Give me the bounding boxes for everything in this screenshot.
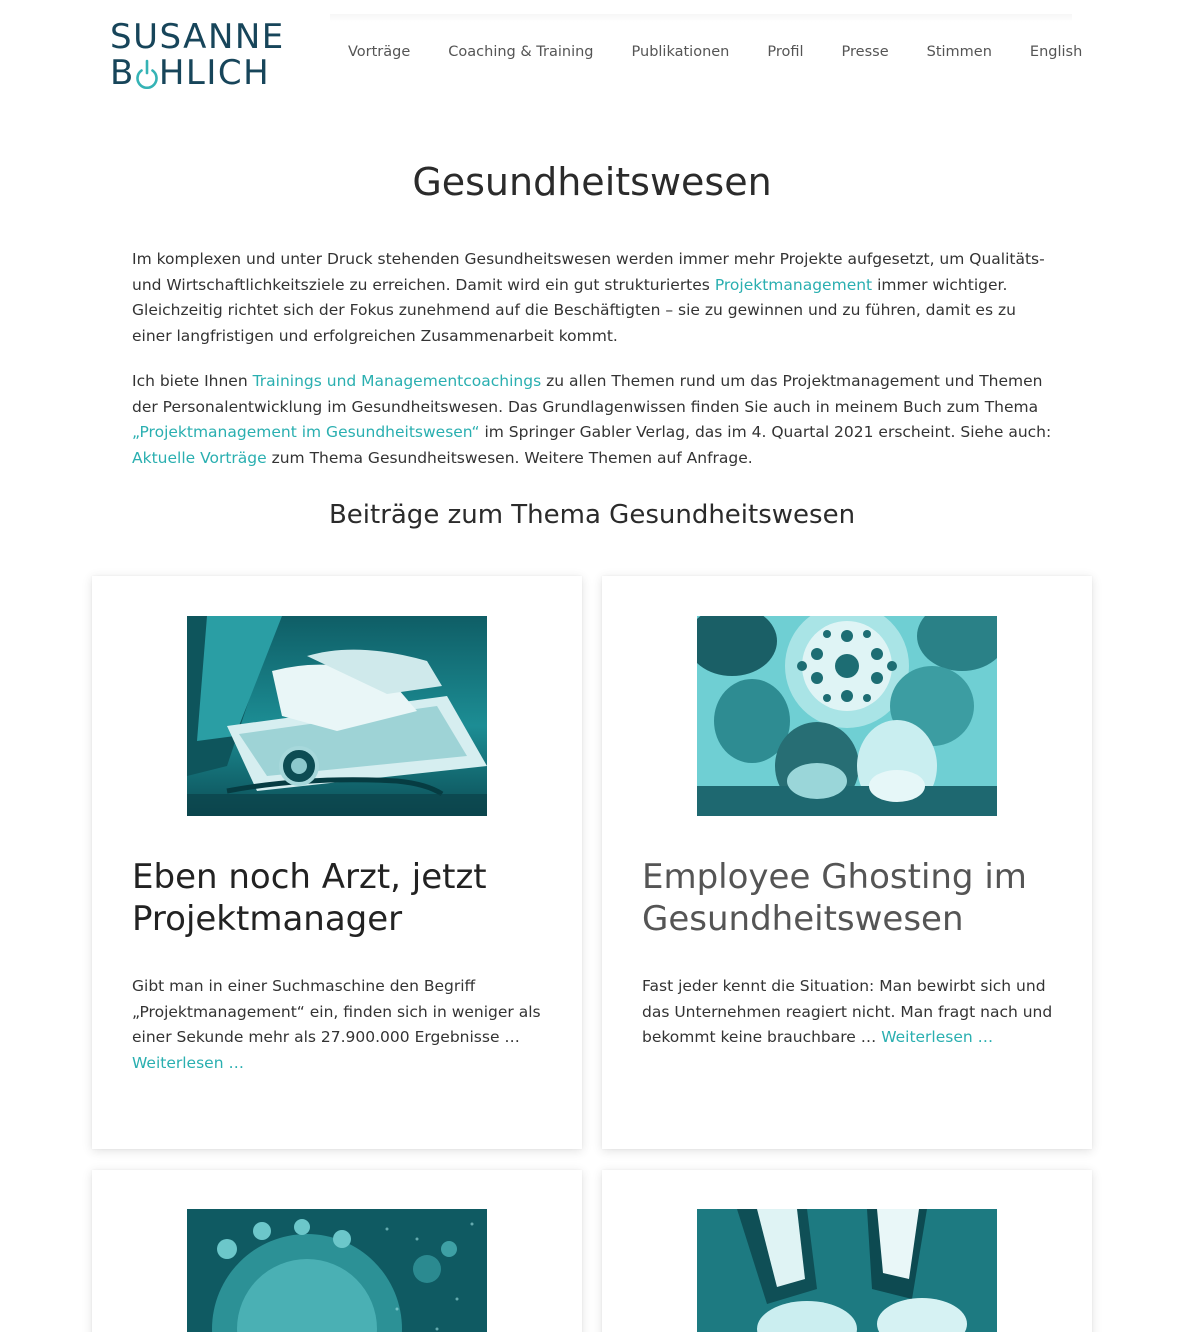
nav-shadow (330, 14, 1072, 22)
trainings-link[interactable]: Trainings und Managementcoachings (252, 372, 542, 390)
power-icon (135, 59, 159, 85)
intro-2-text-3: im Springer Gabler Verlag, das im 4. Quartal 2021 erscheint. Siehe auch: (479, 423, 1052, 442)
nav-item-coaching-training[interactable]: Coaching & Training (448, 44, 594, 60)
intro-paragraph-1 (132, 247, 1052, 350)
post-card (602, 1170, 1092, 1332)
nav-item-presse[interactable]: Presse (841, 44, 889, 60)
post-excerpt (642, 974, 1062, 1051)
intro-2-text-2: zu allen Themen rund um das Projektmanagement und Themen der Personalentwicklung im Gesundheitswesen. Das Grundlagenwissen finden Sie auch in meinem Buch zum Thema (132, 372, 1043, 416)
read-more-link[interactable]: Weiterlesen … (881, 1028, 994, 1047)
logo-letter-b: B (110, 53, 135, 93)
post-image-shoes[interactable] (697, 1209, 997, 1332)
intro-1-text-before: Im komplexen und unter Druck stehenden Gesundheitswesen werden immer mehr Projekte aufgesetzt, um Qualitäts- und Wirtschaftlichkeitsziele zu erreichen. Damit wird ein gut strukturiertes (132, 250, 1045, 294)
read-more-link[interactable]: Weiterlesen … (132, 1054, 244, 1073)
post-image-virus[interactable] (187, 1209, 487, 1332)
nav-item-english[interactable]: English (1029, 44, 1083, 60)
book-link[interactable]: „Projektmanagement im Gesundheitswesen“ (132, 423, 480, 442)
page-title: Gesundheitswesen (412, 160, 772, 204)
post-card (92, 576, 582, 1149)
projektmanagement-link[interactable]: Projektmanagement (714, 275, 873, 294)
post-excerpt (132, 974, 552, 1077)
logo-line-1: SUSANNE (110, 17, 285, 57)
post-card (602, 576, 1092, 1149)
post-excerpt-text: Gibt man in einer Suchmaschine den Begriff „Projektmanagement“ ein, finden sich in weniger als einer Sekunde mehr als 27.900.000 Ergebnisse … (132, 977, 541, 1047)
site-logo[interactable] (110, 19, 300, 95)
nav-item-publikationen[interactable]: Publikationen (631, 44, 730, 60)
nav-item-profil[interactable]: Profil (767, 44, 804, 60)
post-title-link[interactable]: Eben noch Arzt, jetzt Projektmanager (132, 857, 487, 939)
section-title: Beiträge zum Thema Gesundheitswesen (328, 500, 856, 530)
nav-item-stimmen[interactable]: Stimmen (926, 44, 992, 60)
main-nav (330, 22, 1102, 82)
logo-line-2 (110, 55, 300, 91)
aktuelle-vortraege-link[interactable]: Aktuelle Vorträge (132, 449, 267, 468)
post-card (92, 1170, 582, 1332)
nav-item-vortraege[interactable]: Vorträge (348, 44, 411, 60)
logo-rest: HLICH (158, 53, 271, 93)
intro-paragraph-2 (132, 369, 1052, 472)
intro-2-text-1: Ich biete Ihnen (132, 372, 253, 390)
post-image-surgeons[interactable] (697, 616, 997, 816)
intro-1-text-after: immer wichtiger. Gleichzeitig richtet sich der Fokus zunehmend auf die Beschäftigten – sie zu gewinnen und zu führen, damit es zu einer langfristigen und erfolgreichen Zusammenarbeit kommt. (132, 275, 1016, 346)
intro-2-text-4: zum Thema Gesundheitswesen. Weitere Themen auf Anfrage. (266, 449, 753, 468)
site-header (0, 0, 1196, 110)
post-excerpt-text: Fast jeder kennt die Situation: Man bewirbt sich und das Unternehmen reagiert nicht. Man fragt nach und bekommt keine brauchbare … (642, 977, 1053, 1047)
post-title-link[interactable]: Employee Ghosting im Gesundheitswesen (642, 857, 1027, 939)
post-image-laptop-stethoscope[interactable] (187, 616, 487, 816)
